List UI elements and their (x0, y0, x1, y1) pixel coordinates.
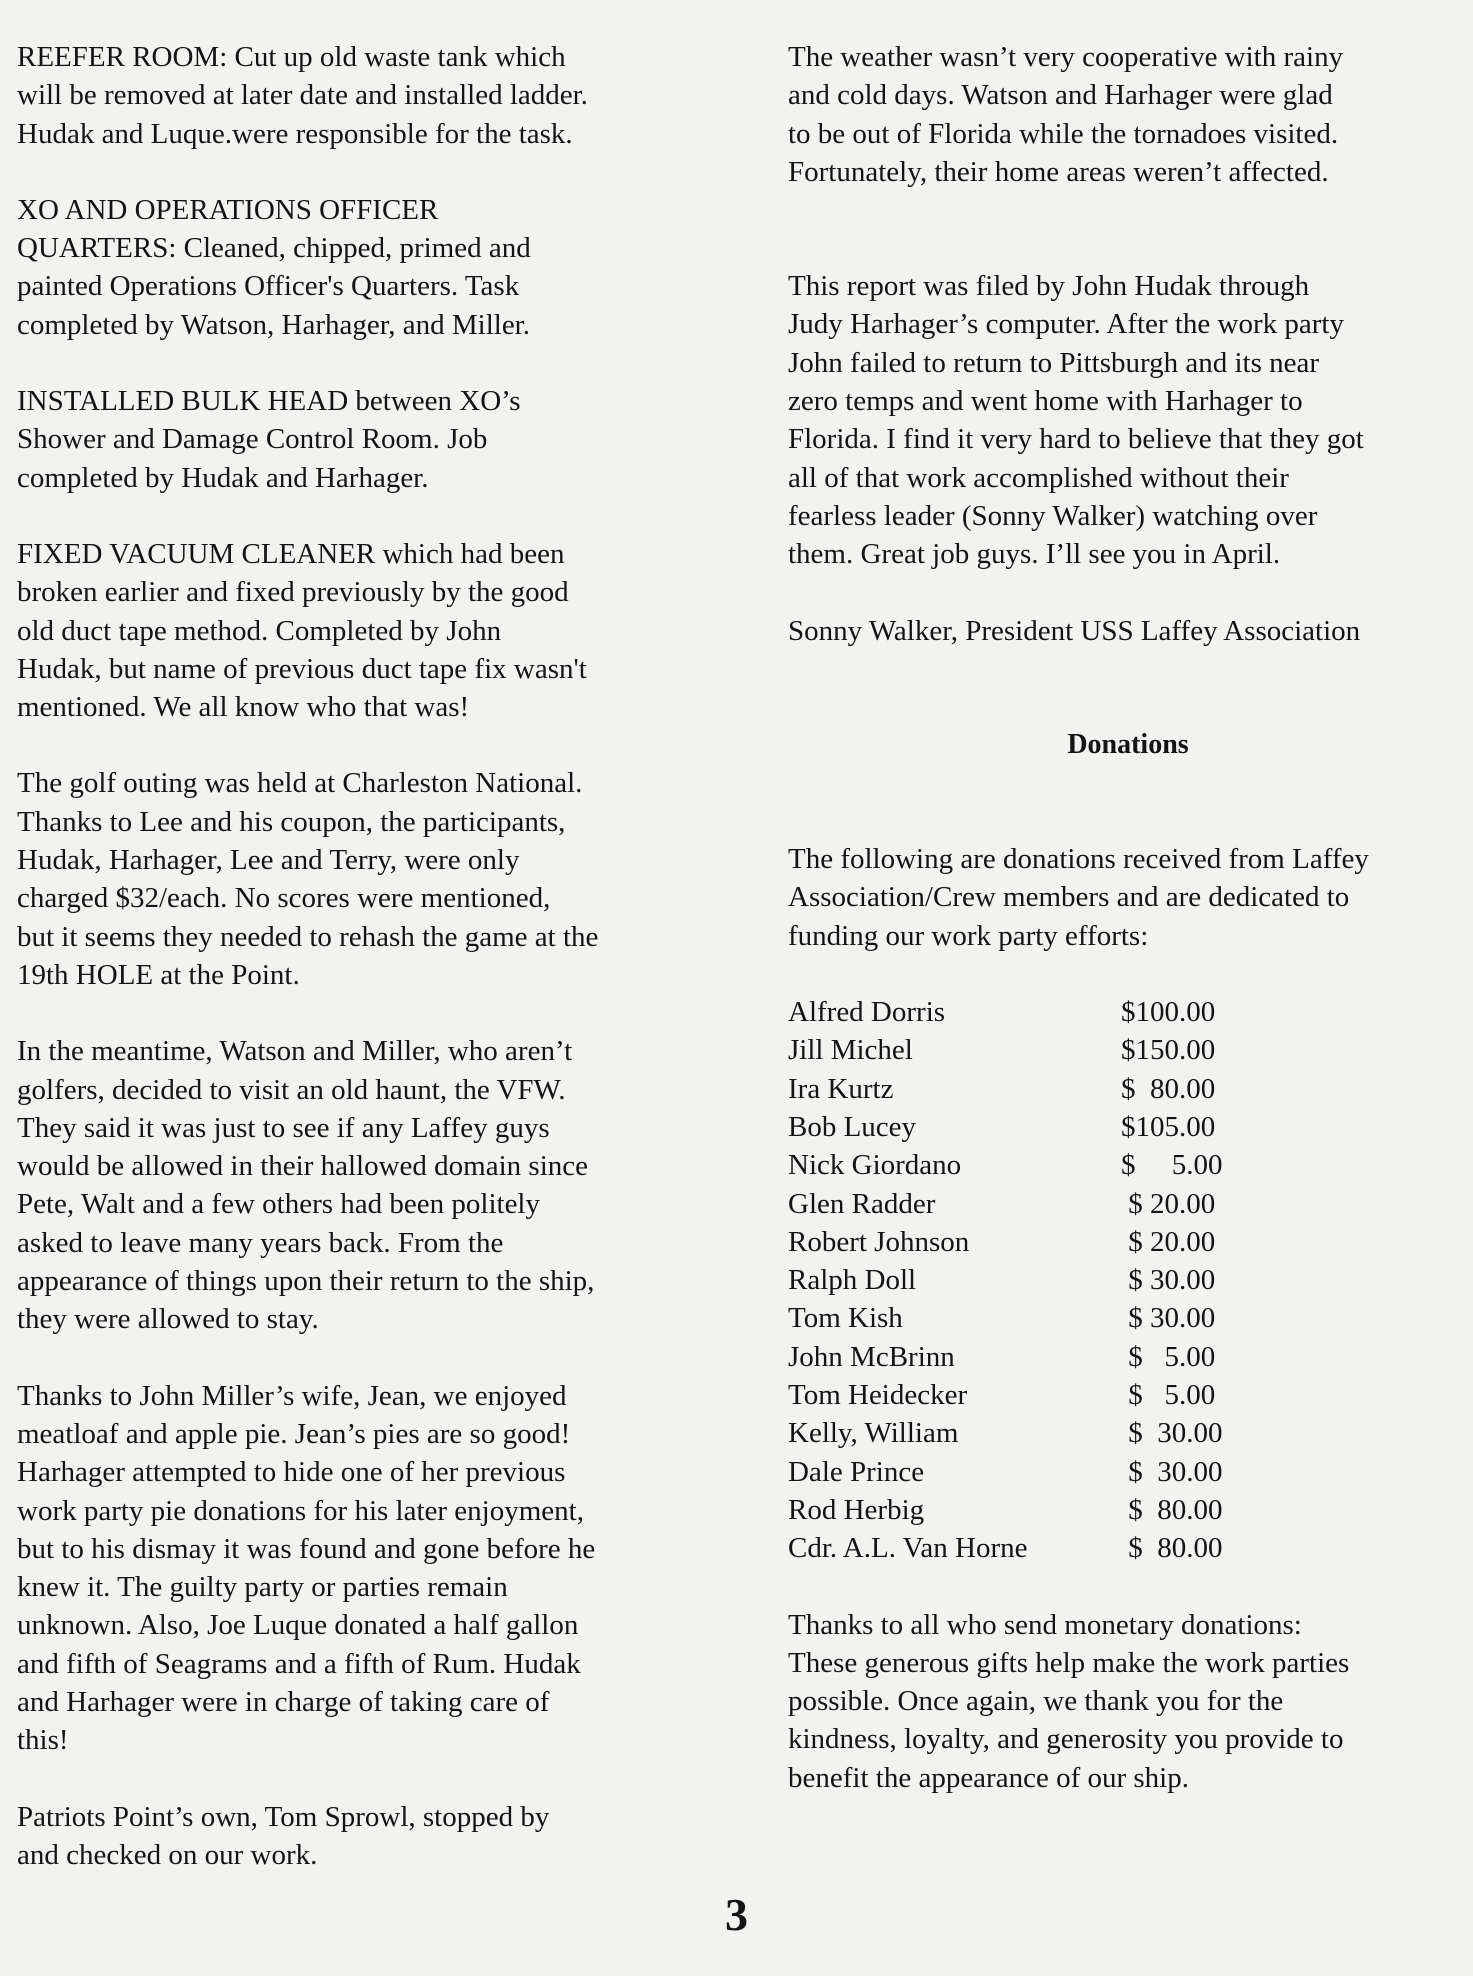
donor-name: Jill Michel (788, 1034, 913, 1067)
donation-row (788, 1070, 1223, 1108)
donor-name: Dale Prince (788, 1455, 925, 1488)
meatloaf-paragraph: Thanks to John Miller’s wife, Jean, we enjoyed meatloaf and apple pie. Jean’s pies are so good! Harhager attempted to hide one of her previous work party pie donations for his later enjoyment, but to his dismay it was found and gone before he knew it. The guilty party or parties remain unknown. Also, Joe Luque donated a half gallon and fifth of Seagrams and a fifth of Rum. Hudak and Harhager were in charge of taking care of this! (17, 1379, 596, 1757)
sprowl-visit-paragraph: Patriots Point’s own, Tom Sprowl, stopped by and checked on our work. (17, 1800, 550, 1871)
donation-amount: $ 20.00 (1121, 1225, 1216, 1258)
vfw-visit-paragraph: In the meantime, Watson and Miller, who aren’t golfers, decided to visit an old haunt, the VFW. They said it was just to see if any Laffey guys would be allowed in their hallowed domain since Pete, Walt and a few others had been politely asked to leave many years back. From the appearance of things upon their return to the ship, they were allowed to stay. (17, 1035, 595, 1336)
donation-amount: $ 30.00 (1121, 1264, 1216, 1297)
page-number: 3 (725, 1889, 748, 1940)
donation-row (788, 1376, 1223, 1414)
donation-row (788, 1223, 1223, 1261)
donation-row (788, 1529, 1223, 1567)
donation-amount: $ 30.00 (1121, 1455, 1223, 1488)
donation-row (788, 1261, 1223, 1299)
donation-row (788, 1146, 1223, 1184)
report-paragraph: This report was filed by John Hudak through Judy Harhager’s computer. After the work party John failed to return to Pittsburgh and its near zero temps and went home with Harhager to Florida. I find it very hard to believe that they got all of that work accomplished without their fearless leader (Sonny Walker) watching over them. Great job guys. I’ll see you in April. (788, 270, 1364, 571)
xo-quarters-paragraph: XO AND OPERATIONS OFFICER QUARTERS: Cleaned, chipped, primed and painted Operations Officer's Quarters. Task completed by Watson, Harhager, and Miller. (17, 193, 531, 341)
donation-amount: $ 80.00 (1121, 1532, 1223, 1565)
donor-name: Tom Heidecker (788, 1379, 968, 1412)
donation-amount: $ 80.00 (1121, 1493, 1223, 1526)
donor-name: Ralph Doll (788, 1264, 917, 1297)
donor-name: Tom Kish (788, 1302, 903, 1335)
bulkhead-paragraph: INSTALLED BULK HEAD between XO’s Shower and Damage Control Room. Job completed by Hudak and Harhager. (17, 385, 521, 494)
donation-row (788, 1299, 1223, 1337)
donor-name: Robert Johnson (788, 1225, 970, 1258)
donation-row (788, 1453, 1223, 1491)
donation-row (788, 1108, 1223, 1146)
donation-row (788, 1491, 1223, 1529)
donation-amount: $ 30.00 (1121, 1417, 1223, 1450)
donation-row (788, 1185, 1223, 1223)
donation-row (788, 993, 1223, 1031)
donor-name: Ira Kurtz (788, 1072, 894, 1105)
donations-intro-paragraph: The following are donations received from Laffey Association/Crew members and are dedicated to funding our work party efforts: (788, 843, 1369, 952)
reefer-room-paragraph: REEFER ROOM: Cut up old waste tank which will be removed at later date and installed ladder. Hudak and Luque.were responsible for the task. (17, 41, 588, 150)
donor-name: Rod Herbig (788, 1493, 925, 1526)
donation-row (788, 1031, 1223, 1069)
signature-line: Sonny Walker, President USS Laffey Association (788, 614, 1361, 647)
donor-name: Kelly, William (788, 1417, 959, 1450)
golf-outing-paragraph: The golf outing was held at Charleston National. Thanks to Lee and his coupon, the participants, Hudak, Harhager, Lee and Terry, were only charged $32/each. No scores were mentioned, but it seems they needed to rehash the game at the 19th HOLE at the Point. (17, 767, 599, 991)
donation-amount: $ 20.00 (1121, 1187, 1216, 1220)
right-column (788, 38, 1468, 1797)
donor-name: Nick Giordano (788, 1149, 962, 1182)
donation-amount: $ 5.00 (1121, 1340, 1216, 1373)
donation-row (788, 1338, 1223, 1376)
donation-amount: $ 80.00 (1121, 1072, 1216, 1105)
donor-name: John McBrinn (788, 1340, 955, 1373)
donation-amount: $ 5.00 (1121, 1379, 1216, 1412)
donation-amount: $100.00 (1121, 996, 1216, 1029)
donation-amount: $ 30.00 (1121, 1302, 1216, 1335)
donor-name: Cdr. A.L. Van Horne (788, 1532, 1028, 1565)
vacuum-cleaner-paragraph: FIXED VACUUM CLEANER which had been broken earlier and fixed previously by the good old duct tape method. Completed by John Hudak, but name of previous duct tape fix wasn't mentioned. We all know who that was! (17, 537, 587, 724)
donor-name: Glen Radder (788, 1187, 936, 1220)
donation-amount: $150.00 (1121, 1034, 1216, 1067)
thanks-paragraph: Thanks to all who send monetary donations: These generous gifts help make the work parties possible. Once again, we thank you for the kindness, loyalty, and generosity you provide to benefit the appearance of our ship. (788, 1608, 1350, 1794)
donor-name: Bob Lucey (788, 1110, 917, 1143)
donations-table (788, 993, 1223, 1567)
donation-row (788, 1414, 1223, 1452)
left-column (17, 38, 707, 1874)
donation-amount: $ 5.00 (1121, 1149, 1223, 1182)
weather-paragraph: The weather wasn’t very cooperative with rainy and cold days. Watson and Harhager were glad to be out of Florida while the tornadoes visited. Fortunately, their home areas weren’t affected. (788, 41, 1344, 188)
donations-heading: Donations (1067, 728, 1189, 760)
donation-amount: $105.00 (1121, 1110, 1216, 1143)
donor-name: Alfred Dorris (788, 996, 946, 1029)
